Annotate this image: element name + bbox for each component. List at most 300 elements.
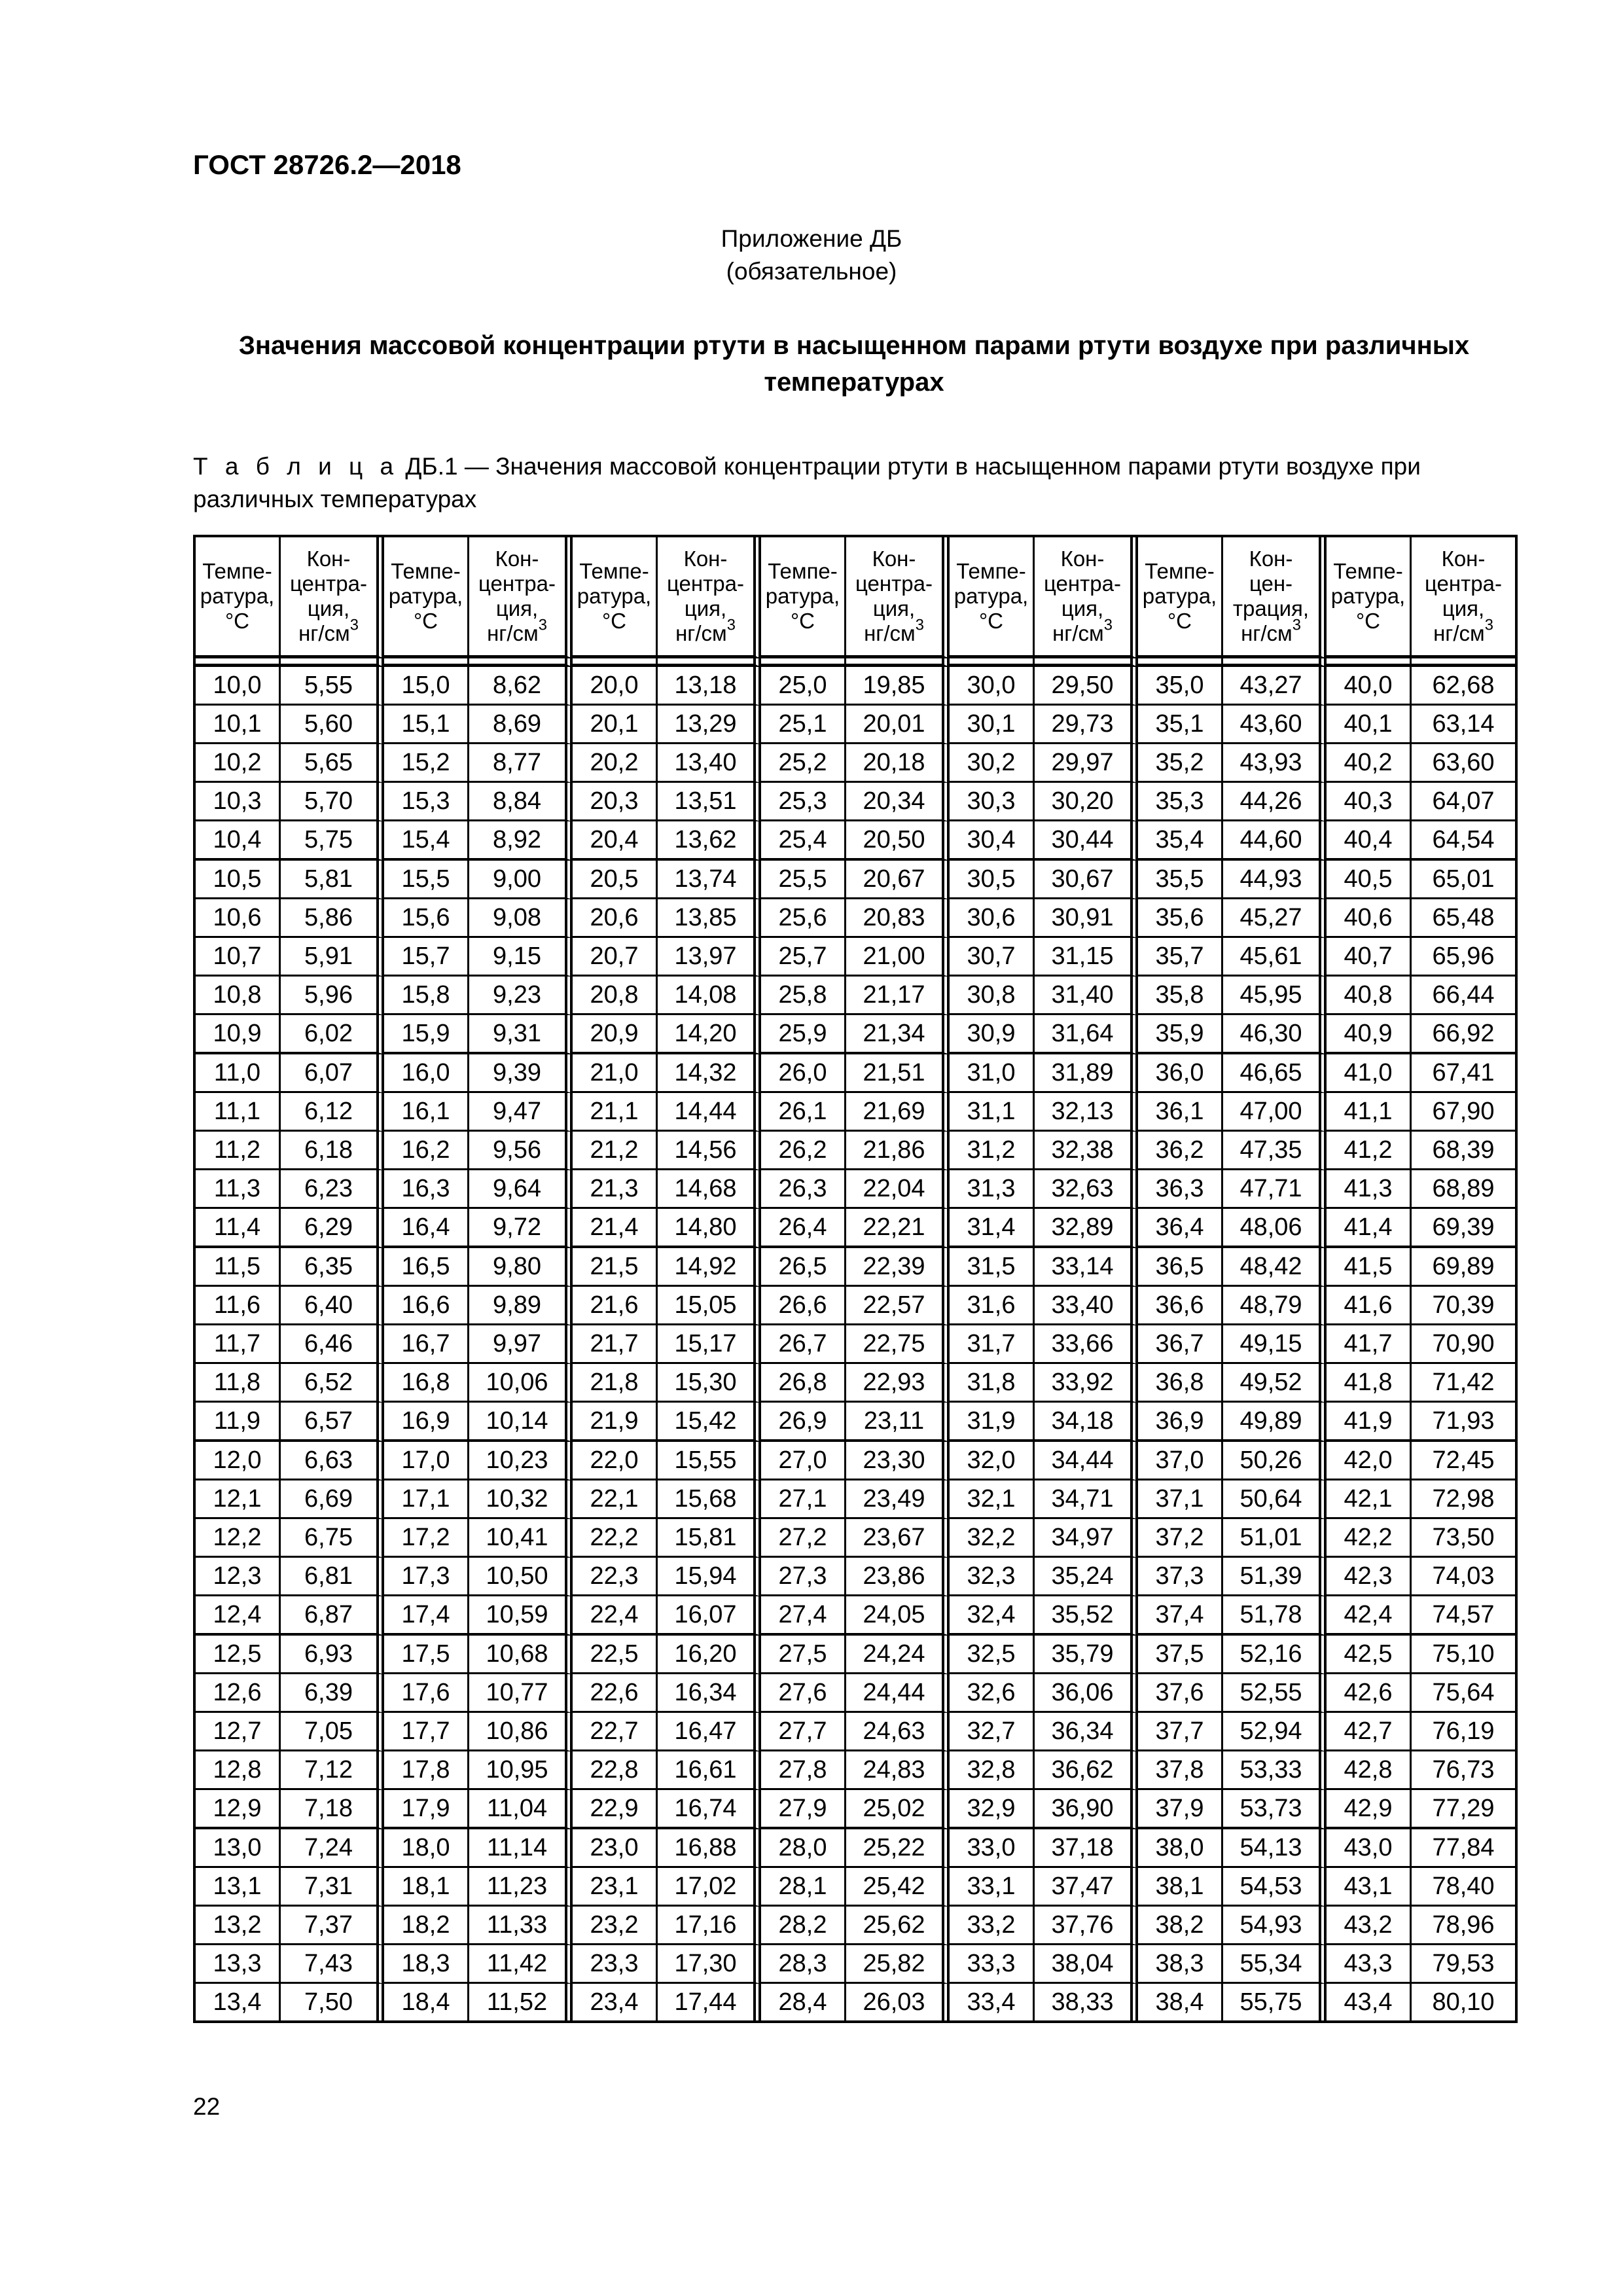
concentration-cell: 13,97 bbox=[658, 938, 761, 977]
temperature-cell: 12,6 bbox=[196, 1674, 281, 1713]
concentration-cell: 6,69 bbox=[281, 1480, 384, 1519]
temperature-cell: 25,6 bbox=[761, 899, 846, 938]
concentration-cell: 33,14 bbox=[1035, 1248, 1138, 1287]
temperature-cell: 31,6 bbox=[950, 1287, 1035, 1325]
concentration-cell: 5,91 bbox=[281, 938, 384, 977]
temperature-cell: 18,0 bbox=[384, 1829, 469, 1868]
concentration-cell: 33,66 bbox=[1035, 1325, 1138, 1364]
temperature-cell: 10,9 bbox=[196, 1015, 281, 1054]
concentration-cell: 22,21 bbox=[846, 1209, 950, 1248]
table-row bbox=[196, 667, 1515, 706]
concentration-cell: 22,39 bbox=[846, 1248, 950, 1287]
separator-cell bbox=[1138, 658, 1223, 667]
concentration-cell: 14,44 bbox=[658, 1093, 761, 1132]
concentration-cell: 68,39 bbox=[1412, 1132, 1515, 1170]
temperature-cell: 30,9 bbox=[950, 1015, 1035, 1054]
unit-text: нг/см bbox=[675, 621, 727, 645]
temperature-cell: 42,0 bbox=[1327, 1442, 1412, 1480]
temperature-cell: 17,6 bbox=[384, 1674, 469, 1713]
temperature-cell: 32,3 bbox=[950, 1558, 1035, 1596]
temperature-cell: 32,7 bbox=[950, 1713, 1035, 1751]
temperature-cell: 15,2 bbox=[384, 744, 469, 783]
concentration-cell: 17,16 bbox=[658, 1907, 761, 1945]
temperature-cell: 10,0 bbox=[196, 667, 281, 706]
temperature-cell: 28,4 bbox=[761, 1984, 846, 2020]
concentration-cell: 74,03 bbox=[1412, 1558, 1515, 1596]
temperature-cell: 38,0 bbox=[1138, 1829, 1223, 1868]
header-line: Темпе- bbox=[202, 559, 272, 583]
table-row bbox=[196, 1209, 1515, 1248]
concentration-cell: 9,15 bbox=[469, 938, 573, 977]
header-line: ратура, bbox=[1142, 584, 1217, 608]
concentration-cell: 66,44 bbox=[1412, 977, 1515, 1015]
temperature-cell: 23,1 bbox=[573, 1868, 658, 1907]
section-title bbox=[193, 327, 1515, 401]
temperature-cell: 20,0 bbox=[573, 667, 658, 706]
table-row bbox=[196, 1907, 1515, 1945]
temperature-cell: 17,8 bbox=[384, 1751, 469, 1790]
temperature-cell: 33,4 bbox=[950, 1984, 1035, 2020]
concentration-cell: 23,49 bbox=[846, 1480, 950, 1519]
temperature-cell: 36,5 bbox=[1138, 1248, 1223, 1287]
header-line: центра- bbox=[855, 571, 933, 596]
concentration-cell: 55,34 bbox=[1223, 1945, 1327, 1984]
table-row bbox=[196, 1558, 1515, 1596]
temperature-cell: 42,1 bbox=[1327, 1480, 1412, 1519]
temperature-cell: 41,3 bbox=[1327, 1170, 1412, 1209]
header-line: центра- bbox=[667, 571, 744, 596]
temperature-cell: 10,7 bbox=[196, 938, 281, 977]
header-line: Кон- bbox=[1249, 547, 1293, 571]
concentration-cell: 49,52 bbox=[1223, 1364, 1327, 1403]
temperature-cell: 15,9 bbox=[384, 1015, 469, 1054]
temperature-cell: 21,1 bbox=[573, 1093, 658, 1132]
table-row bbox=[196, 1248, 1515, 1287]
concentration-cell: 6,81 bbox=[281, 1558, 384, 1596]
header-line: трация, bbox=[1232, 596, 1310, 620]
concentration-cell: 43,60 bbox=[1223, 706, 1327, 744]
concentration-cell: 29,50 bbox=[1035, 667, 1138, 706]
temperature-cell: 15,0 bbox=[384, 667, 469, 706]
concentration-cell: 13,40 bbox=[658, 744, 761, 783]
table-caption-number: ДБ.1 — bbox=[399, 453, 496, 480]
header-line: ратура, bbox=[1330, 584, 1406, 608]
concentration-cell: 5,96 bbox=[281, 977, 384, 1015]
header-line: ратура, bbox=[577, 584, 652, 608]
concentration-cell: 76,19 bbox=[1412, 1713, 1515, 1751]
concentration-cell: 47,71 bbox=[1223, 1170, 1327, 1209]
concentration-cell: 10,41 bbox=[469, 1519, 573, 1558]
temperature-cell: 31,7 bbox=[950, 1325, 1035, 1364]
temperature-cell: 16,7 bbox=[384, 1325, 469, 1364]
separator-cell bbox=[573, 658, 658, 667]
header-line: ратура, bbox=[388, 584, 463, 608]
unit-superscript: 3 bbox=[538, 616, 547, 634]
concentration-cell: 10,50 bbox=[469, 1558, 573, 1596]
concentration-cell: 26,03 bbox=[846, 1984, 950, 2020]
unit-superscript: 3 bbox=[1484, 616, 1493, 634]
concentration-cell: 9,08 bbox=[469, 899, 573, 938]
header-line: Кон- bbox=[1060, 547, 1105, 571]
temperature-cell: 33,3 bbox=[950, 1945, 1035, 1984]
temperature-cell: 41,2 bbox=[1327, 1132, 1412, 1170]
concentration-cell: 14,32 bbox=[658, 1054, 761, 1093]
concentration-cell: 15,17 bbox=[658, 1325, 761, 1364]
header-line: °С bbox=[601, 609, 627, 633]
header-line bbox=[846, 616, 942, 646]
concentration-cell: 51,78 bbox=[1223, 1596, 1327, 1636]
separator-cell bbox=[1035, 658, 1138, 667]
concentration-cell: 31,40 bbox=[1035, 977, 1138, 1015]
concentration-cell: 30,20 bbox=[1035, 783, 1138, 821]
unit-text: нг/см bbox=[1241, 621, 1293, 645]
unit-superscript: 3 bbox=[726, 616, 736, 634]
temperature-cell: 40,1 bbox=[1327, 706, 1412, 744]
concentration-cell: 54,13 bbox=[1223, 1829, 1327, 1868]
concentration-cell: 20,83 bbox=[846, 899, 950, 938]
temperature-cell: 11,2 bbox=[196, 1132, 281, 1170]
concentration-cell: 6,18 bbox=[281, 1132, 384, 1170]
header-line: цен- bbox=[1249, 571, 1293, 596]
unit-text: нг/см bbox=[864, 621, 916, 645]
header-temperature bbox=[1138, 537, 1223, 658]
temperature-cell: 33,1 bbox=[950, 1868, 1035, 1907]
temperature-cell: 21,5 bbox=[573, 1248, 658, 1287]
table-header-row bbox=[196, 537, 1515, 658]
temperature-cell: 11,7 bbox=[196, 1325, 281, 1364]
temperature-cell: 42,7 bbox=[1327, 1713, 1412, 1751]
temperature-cell: 31,0 bbox=[950, 1054, 1035, 1093]
temperature-cell: 27,0 bbox=[761, 1442, 846, 1480]
concentration-cell: 20,67 bbox=[846, 861, 950, 899]
header-line: °С bbox=[224, 609, 250, 633]
temperature-cell: 35,7 bbox=[1138, 938, 1223, 977]
concentration-cell: 48,79 bbox=[1223, 1287, 1327, 1325]
concentration-cell: 11,04 bbox=[469, 1790, 573, 1829]
temperature-cell: 37,6 bbox=[1138, 1674, 1223, 1713]
header-line: Кон- bbox=[306, 547, 351, 571]
temperature-cell: 21,3 bbox=[573, 1170, 658, 1209]
temperature-cell: 17,7 bbox=[384, 1713, 469, 1751]
temperature-cell: 32,4 bbox=[950, 1596, 1035, 1636]
concentration-cell: 38,04 bbox=[1035, 1945, 1138, 1984]
concentration-cell: 11,14 bbox=[469, 1829, 573, 1868]
concentration-cell: 6,07 bbox=[281, 1054, 384, 1093]
temperature-cell: 40,9 bbox=[1327, 1015, 1412, 1054]
temperature-cell: 21,9 bbox=[573, 1403, 658, 1442]
temperature-cell: 12,0 bbox=[196, 1442, 281, 1480]
concentration-cell: 34,44 bbox=[1035, 1442, 1138, 1480]
concentration-cell: 15,55 bbox=[658, 1442, 761, 1480]
temperature-cell: 36,0 bbox=[1138, 1054, 1223, 1093]
temperature-cell: 35,0 bbox=[1138, 667, 1223, 706]
concentration-cell: 43,27 bbox=[1223, 667, 1327, 706]
separator-cell bbox=[196, 658, 281, 667]
temperature-cell: 11,9 bbox=[196, 1403, 281, 1442]
concentration-cell: 13,29 bbox=[658, 706, 761, 744]
temperature-cell: 27,7 bbox=[761, 1713, 846, 1751]
concentration-cell: 25,62 bbox=[846, 1907, 950, 1945]
temperature-cell: 17,0 bbox=[384, 1442, 469, 1480]
header-line bbox=[658, 616, 753, 646]
separator-cell bbox=[1412, 658, 1515, 667]
concentration-cell: 46,65 bbox=[1223, 1054, 1327, 1093]
temperature-cell: 16,1 bbox=[384, 1093, 469, 1132]
temperature-cell: 28,2 bbox=[761, 1907, 846, 1945]
concentration-cell: 44,93 bbox=[1223, 861, 1327, 899]
separator-cell bbox=[1223, 658, 1327, 667]
temperature-cell: 15,5 bbox=[384, 861, 469, 899]
header-concentration bbox=[1035, 537, 1138, 658]
temperature-cell: 36,9 bbox=[1138, 1403, 1223, 1442]
table-caption-text: Значения массовой концентрации ртути в насыщенном парами ртути воздухе при различных температурах bbox=[193, 453, 1421, 512]
header-line: Кон- bbox=[495, 547, 539, 571]
concentration-cell: 6,02 bbox=[281, 1015, 384, 1054]
concentration-cell: 70,90 bbox=[1412, 1325, 1515, 1364]
temperature-cell: 23,4 bbox=[573, 1984, 658, 2020]
concentration-cell: 5,86 bbox=[281, 899, 384, 938]
temperature-cell: 12,9 bbox=[196, 1790, 281, 1829]
separator-cell bbox=[846, 658, 950, 667]
temperature-cell: 20,6 bbox=[573, 899, 658, 938]
concentration-cell: 79,53 bbox=[1412, 1945, 1515, 1984]
concentration-cell: 15,81 bbox=[658, 1519, 761, 1558]
table-caption bbox=[193, 450, 1522, 516]
temperature-cell: 22,8 bbox=[573, 1751, 658, 1790]
temperature-cell: 36,2 bbox=[1138, 1132, 1223, 1170]
concentration-cell: 65,96 bbox=[1412, 938, 1515, 977]
unit-superscript: 3 bbox=[915, 616, 924, 634]
header-line bbox=[281, 616, 376, 646]
temperature-cell: 16,6 bbox=[384, 1287, 469, 1325]
temperature-cell: 31,4 bbox=[950, 1209, 1035, 1248]
temperature-cell: 33,0 bbox=[950, 1829, 1035, 1868]
concentration-cell: 45,61 bbox=[1223, 938, 1327, 977]
concentration-cell: 5,60 bbox=[281, 706, 384, 744]
concentration-cell: 31,15 bbox=[1035, 938, 1138, 977]
temperature-cell: 36,1 bbox=[1138, 1093, 1223, 1132]
concentration-cell: 10,23 bbox=[469, 1442, 573, 1480]
concentration-cell: 24,44 bbox=[846, 1674, 950, 1713]
header-concentration bbox=[1412, 537, 1515, 658]
concentration-cell: 7,43 bbox=[281, 1945, 384, 1984]
temperature-cell: 13,1 bbox=[196, 1868, 281, 1907]
temperature-cell: 30,3 bbox=[950, 783, 1035, 821]
temperature-cell: 15,3 bbox=[384, 783, 469, 821]
concentration-cell: 14,08 bbox=[658, 977, 761, 1015]
temperature-cell: 36,4 bbox=[1138, 1209, 1223, 1248]
concentration-cell: 9,80 bbox=[469, 1248, 573, 1287]
concentration-cell: 36,90 bbox=[1035, 1790, 1138, 1829]
concentration-cell: 9,00 bbox=[469, 861, 573, 899]
table-container bbox=[193, 535, 1515, 2023]
temperature-cell: 20,7 bbox=[573, 938, 658, 977]
temperature-cell: 41,7 bbox=[1327, 1325, 1412, 1364]
temperature-cell: 25,3 bbox=[761, 783, 846, 821]
header-concentration bbox=[658, 537, 761, 658]
temperature-cell: 18,2 bbox=[384, 1907, 469, 1945]
temperature-cell: 22,7 bbox=[573, 1713, 658, 1751]
temperature-cell: 40,5 bbox=[1327, 861, 1412, 899]
concentration-cell: 52,94 bbox=[1223, 1713, 1327, 1751]
temperature-cell: 11,0 bbox=[196, 1054, 281, 1093]
temperature-cell: 22,9 bbox=[573, 1790, 658, 1829]
concentration-cell: 51,39 bbox=[1223, 1558, 1327, 1596]
concentration-cell: 30,91 bbox=[1035, 899, 1138, 938]
temperature-cell: 40,0 bbox=[1327, 667, 1412, 706]
concentration-cell: 16,47 bbox=[658, 1713, 761, 1751]
concentration-cell: 63,60 bbox=[1412, 744, 1515, 783]
concentration-cell: 6,93 bbox=[281, 1636, 384, 1674]
temperature-cell: 18,4 bbox=[384, 1984, 469, 2020]
temperature-cell: 42,4 bbox=[1327, 1596, 1412, 1636]
concentration-cell: 52,16 bbox=[1223, 1636, 1327, 1674]
concentration-cell: 8,84 bbox=[469, 783, 573, 821]
section-title-line-2: температурах bbox=[764, 368, 944, 397]
temperature-cell: 20,9 bbox=[573, 1015, 658, 1054]
concentration-cell: 16,20 bbox=[658, 1636, 761, 1674]
temperature-cell: 38,3 bbox=[1138, 1945, 1223, 1984]
concentration-cell: 34,71 bbox=[1035, 1480, 1138, 1519]
document-code: ГОСТ 28726.2—2018 bbox=[193, 149, 461, 180]
concentration-cell: 15,94 bbox=[658, 1558, 761, 1596]
temperature-cell: 35,8 bbox=[1138, 977, 1223, 1015]
header-line: ратура, bbox=[765, 584, 840, 608]
temperature-cell: 11,5 bbox=[196, 1248, 281, 1287]
concentration-cell: 24,83 bbox=[846, 1751, 950, 1790]
table-row bbox=[196, 1132, 1515, 1170]
temperature-cell: 26,3 bbox=[761, 1170, 846, 1209]
temperature-cell: 10,8 bbox=[196, 977, 281, 1015]
table-row bbox=[196, 1015, 1515, 1054]
temperature-cell: 11,8 bbox=[196, 1364, 281, 1403]
concentration-cell: 16,74 bbox=[658, 1790, 761, 1829]
temperature-cell: 42,2 bbox=[1327, 1519, 1412, 1558]
temperature-cell: 42,5 bbox=[1327, 1636, 1412, 1674]
concentration-cell: 53,73 bbox=[1223, 1790, 1327, 1829]
concentration-cell: 55,75 bbox=[1223, 1984, 1327, 2020]
temperature-cell: 15,8 bbox=[384, 977, 469, 1015]
separator-cell bbox=[469, 658, 573, 667]
concentration-cell: 50,26 bbox=[1223, 1442, 1327, 1480]
temperature-cell: 41,4 bbox=[1327, 1209, 1412, 1248]
concentration-cell: 24,24 bbox=[846, 1636, 950, 1674]
temperature-cell: 35,2 bbox=[1138, 744, 1223, 783]
header-line: Темпе- bbox=[579, 559, 649, 583]
temperature-cell: 40,8 bbox=[1327, 977, 1412, 1015]
temperature-cell: 31,2 bbox=[950, 1132, 1035, 1170]
temperature-cell: 30,6 bbox=[950, 899, 1035, 938]
separator-cell bbox=[1327, 658, 1412, 667]
temperature-cell: 38,2 bbox=[1138, 1907, 1223, 1945]
temperature-cell: 20,5 bbox=[573, 861, 658, 899]
header-line: ция, bbox=[684, 596, 727, 620]
temperature-cell: 37,7 bbox=[1138, 1713, 1223, 1751]
concentration-cell: 9,56 bbox=[469, 1132, 573, 1170]
concentration-cell: 20,01 bbox=[846, 706, 950, 744]
temperature-cell: 20,2 bbox=[573, 744, 658, 783]
temperature-cell: 40,2 bbox=[1327, 744, 1412, 783]
header-line: ратура, bbox=[200, 584, 275, 608]
concentration-cell: 31,64 bbox=[1035, 1015, 1138, 1054]
concentration-cell: 17,02 bbox=[658, 1868, 761, 1907]
temperature-cell: 30,4 bbox=[950, 821, 1035, 861]
header-line: Кон- bbox=[1441, 547, 1486, 571]
temperature-cell: 35,3 bbox=[1138, 783, 1223, 821]
concentration-cell: 45,95 bbox=[1223, 977, 1327, 1015]
concentration-cell: 33,92 bbox=[1035, 1364, 1138, 1403]
concentration-cell: 13,85 bbox=[658, 899, 761, 938]
appendix-heading bbox=[0, 223, 1623, 288]
temperature-cell: 11,4 bbox=[196, 1209, 281, 1248]
concentration-cell: 11,42 bbox=[469, 1945, 573, 1984]
temperature-cell: 20,8 bbox=[573, 977, 658, 1015]
temperature-cell: 33,2 bbox=[950, 1907, 1035, 1945]
concentration-cell: 64,54 bbox=[1412, 821, 1515, 861]
temperature-cell: 10,1 bbox=[196, 706, 281, 744]
temperature-cell: 10,4 bbox=[196, 821, 281, 861]
temperature-cell: 22,4 bbox=[573, 1596, 658, 1636]
concentration-cell: 33,40 bbox=[1035, 1287, 1138, 1325]
concentration-cell: 23,86 bbox=[846, 1558, 950, 1596]
separator-cell bbox=[658, 658, 761, 667]
temperature-cell: 15,4 bbox=[384, 821, 469, 861]
table-row bbox=[196, 1596, 1515, 1636]
temperature-cell: 43,0 bbox=[1327, 1829, 1412, 1868]
concentration-cell: 7,31 bbox=[281, 1868, 384, 1907]
header-line bbox=[1035, 616, 1130, 646]
temperature-cell: 27,6 bbox=[761, 1674, 846, 1713]
table-row bbox=[196, 1674, 1515, 1713]
header-line: Кон- bbox=[872, 547, 916, 571]
concentration-cell: 72,98 bbox=[1412, 1480, 1515, 1519]
header-line: Темпе- bbox=[768, 559, 838, 583]
temperature-cell: 25,8 bbox=[761, 977, 846, 1015]
concentration-cell: 5,65 bbox=[281, 744, 384, 783]
concentration-cell: 22,57 bbox=[846, 1287, 950, 1325]
concentration-cell: 65,01 bbox=[1412, 861, 1515, 899]
temperature-cell: 32,2 bbox=[950, 1519, 1035, 1558]
concentration-cell: 9,31 bbox=[469, 1015, 573, 1054]
concentration-cell: 70,39 bbox=[1412, 1287, 1515, 1325]
table-row bbox=[196, 1325, 1515, 1364]
concentration-cell: 15,30 bbox=[658, 1364, 761, 1403]
appendix-label: Приложение ДБ bbox=[721, 225, 902, 252]
temperature-cell: 43,2 bbox=[1327, 1907, 1412, 1945]
concentration-cell: 10,95 bbox=[469, 1751, 573, 1790]
concentration-cell: 11,33 bbox=[469, 1907, 573, 1945]
concentration-cell: 14,20 bbox=[658, 1015, 761, 1054]
concentration-cell: 15,42 bbox=[658, 1403, 761, 1442]
temperature-cell: 31,5 bbox=[950, 1248, 1035, 1287]
header-line: ция, bbox=[495, 596, 539, 620]
temperature-cell: 16,9 bbox=[384, 1403, 469, 1442]
temperature-cell: 26,5 bbox=[761, 1248, 846, 1287]
header-line: Темпе- bbox=[391, 559, 461, 583]
concentration-cell: 14,56 bbox=[658, 1132, 761, 1170]
concentration-cell: 63,14 bbox=[1412, 706, 1515, 744]
temperature-cell: 15,1 bbox=[384, 706, 469, 744]
table-row bbox=[196, 1403, 1515, 1442]
concentration-cell: 46,30 bbox=[1223, 1015, 1327, 1054]
concentration-cell: 21,69 bbox=[846, 1093, 950, 1132]
concentration-cell: 52,55 bbox=[1223, 1674, 1327, 1713]
table-row bbox=[196, 1713, 1515, 1751]
concentration-cell: 21,17 bbox=[846, 977, 950, 1015]
header-line bbox=[469, 616, 565, 646]
table-row bbox=[196, 1287, 1515, 1325]
temperature-cell: 40,7 bbox=[1327, 938, 1412, 977]
